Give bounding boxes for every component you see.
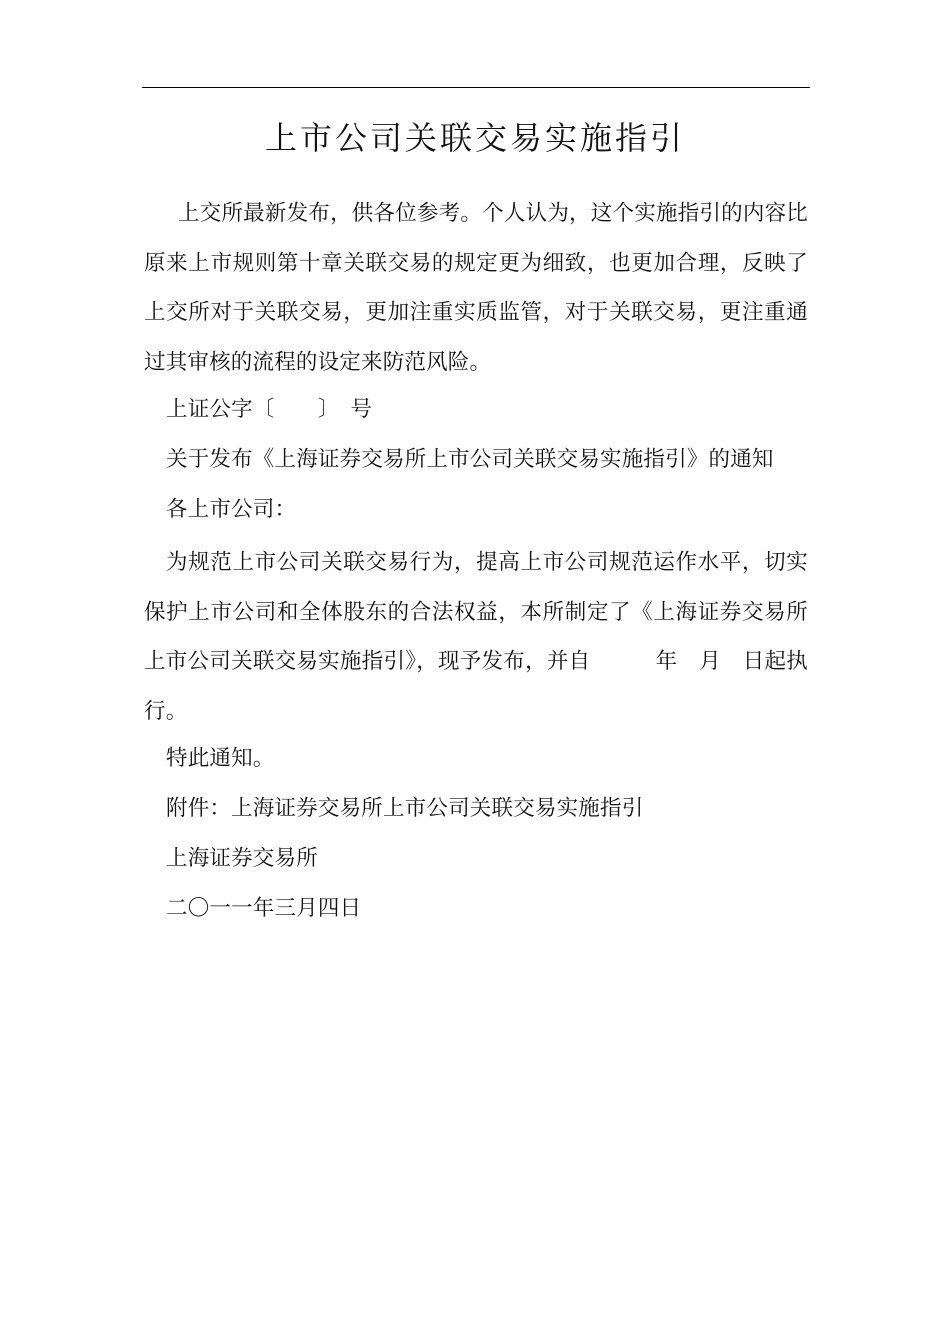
document-number: 上证公字〔 〕 号	[166, 397, 373, 422]
issue-date: 二〇一一年三月四日	[166, 896, 362, 921]
closing-line: 特此通知。	[166, 746, 275, 771]
salutation: 各上市公司：	[166, 497, 297, 522]
notice-title: 关于发布《上海证券交易所上市公司关联交易实施指引》的通知	[166, 447, 774, 472]
document-title: 上市公司关联交易实施指引	[264, 119, 685, 157]
attachment-line: 附件：上海证券交易所上市公司关联交易实施指引	[166, 796, 644, 821]
header-rule	[142, 87, 810, 88]
body-paragraph: 为规范上市公司关联交易行为，提高上市公司规范运作水平，切实保护上市公司和全体股东的合法权益，本所制定了《上海证券交易所上市公司关联交易实施指引》，现予发布，并自 年 月 日起执行。	[144, 550, 808, 724]
intro-paragraph: 上交所最新发布，供各位参考。个人认为，这个实施指引的内容比原来上市规则第十章关联交易的规定更为细致，也更加合理，反映了上交所对于关联交易，更加注重实质监管，对于关联交易，更注重通过其审核的流程的设定来防范风险。	[144, 201, 808, 375]
issuer-name: 上海证券交易所	[166, 846, 318, 871]
